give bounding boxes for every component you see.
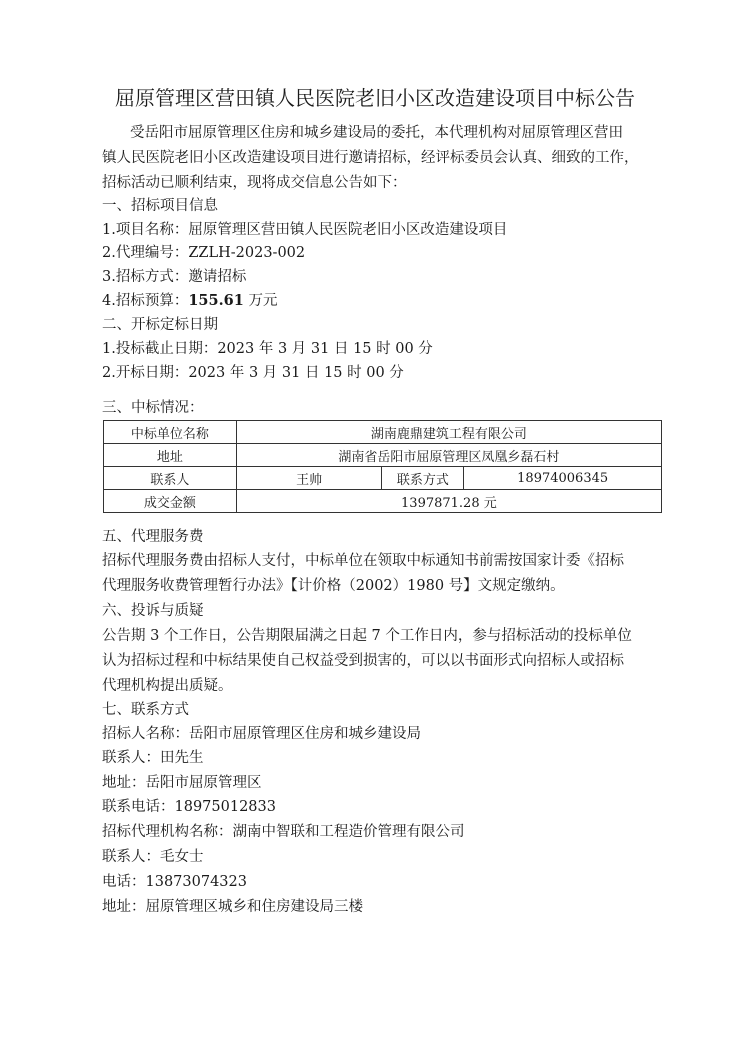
table-row (104, 490, 662, 513)
section-7-heading: 七、联系方式 (102, 702, 189, 718)
tenderer-phone: 联系电话：18975012833 (102, 799, 276, 815)
section-3-heading: 三、中标情况： (102, 400, 204, 416)
table-row (104, 444, 662, 467)
contact-value: 王帅 (236, 467, 382, 490)
address-value: 湖南省岳阳市屈原管理区凤凰乡磊石村 (236, 444, 661, 467)
table-row (104, 421, 662, 444)
project-name: 1.项目名称：屈原管理区营田镇人民医院老旧小区改造建设项目 (102, 222, 508, 238)
agency-code: 2.代理编号：ZZLH-2023-002 (102, 245, 306, 261)
bid-deadline: 1.投标截止日期：2023 年 3 月 31 日 15 时 00 分 (102, 341, 433, 357)
budget-unit: 万元 (248, 293, 278, 309)
complaint-text-line-3: 代理机构提出质疑。 (102, 678, 233, 694)
intro-line-2: 镇人民医院老旧小区改造建设项目进行邀请招标，经评标委员会认真、细致的工作， (102, 150, 639, 166)
fee-text-line-2: 代理服务收费管理暂行办法》【计价格（2002）1980 号】文规定缴纳。 (102, 578, 565, 594)
complaint-text-line-2: 认为招标过程和中标结果使自己权益受到损害的，可以以书面形式向招标人或招标 (102, 653, 624, 669)
intro-line-1: 受岳阳市屈原管理区住房和城乡建设局的委托，本代理机构对屈原管理区营田 (130, 125, 623, 141)
budget-value: 155.61 (188, 292, 244, 309)
phone-label: 联系方式 (382, 467, 464, 490)
amount-value: 1397871.28 元 (236, 490, 661, 513)
complaint-text-line-1: 公告期 3 个工作日，公告期限届满之日起 7 个工作日内，参与招标活动的投标单位 (102, 628, 632, 644)
document-title: 屈原管理区营田镇人民医院老旧小区改造建设项目中标公告 (115, 86, 635, 110)
amount-label: 成交金额 (104, 490, 237, 513)
agency-phone: 电话：13873074323 (102, 874, 247, 890)
agency-name: 招标代理机构名称：湖南中智联和工程造价管理有限公司 (102, 824, 465, 840)
tenderer-contact: 联系人：田先生 (102, 750, 204, 766)
agency-contact: 联系人：毛女士 (102, 849, 204, 865)
section-5-heading: 五、代理服务费 (102, 529, 204, 545)
section-2-heading: 二、开标定标日期 (102, 317, 218, 333)
award-table (103, 420, 662, 513)
fee-text-line-1: 招标代理服务费由招标人支付，中标单位在领取中标通知书前需按国家计委《招标 (102, 553, 624, 569)
bid-opening: 2.开标日期：2023 年 3 月 31 日 15 时 00 分 (102, 365, 404, 381)
tenderer-address: 地址：岳阳市屈原管理区 (102, 775, 262, 791)
budget-label: 4.招标预算： (102, 293, 189, 309)
intro-line-3: 招标活动已顺利结束，现将成交信息公告如下： (102, 175, 407, 191)
contact-label: 联系人 (104, 467, 237, 490)
tender-method: 3.招标方式：邀请招标 (102, 269, 247, 285)
agency-address: 地址：屈原管理区城乡和住房建设局三楼 (102, 899, 363, 915)
winner-value: 湖南鹿鼎建筑工程有限公司 (236, 421, 661, 444)
tenderer-name: 招标人名称：岳阳市屈原管理区住房和城乡建设局 (102, 726, 421, 742)
phone-value: 18974006345 (464, 467, 662, 490)
winner-label: 中标单位名称 (104, 421, 237, 444)
address-label: 地址 (104, 444, 237, 467)
table-row (104, 467, 662, 490)
section-1-heading: 一、招标项目信息 (102, 198, 218, 214)
tender-budget (102, 291, 662, 311)
section-6-heading: 六、投诉与质疑 (102, 603, 204, 619)
